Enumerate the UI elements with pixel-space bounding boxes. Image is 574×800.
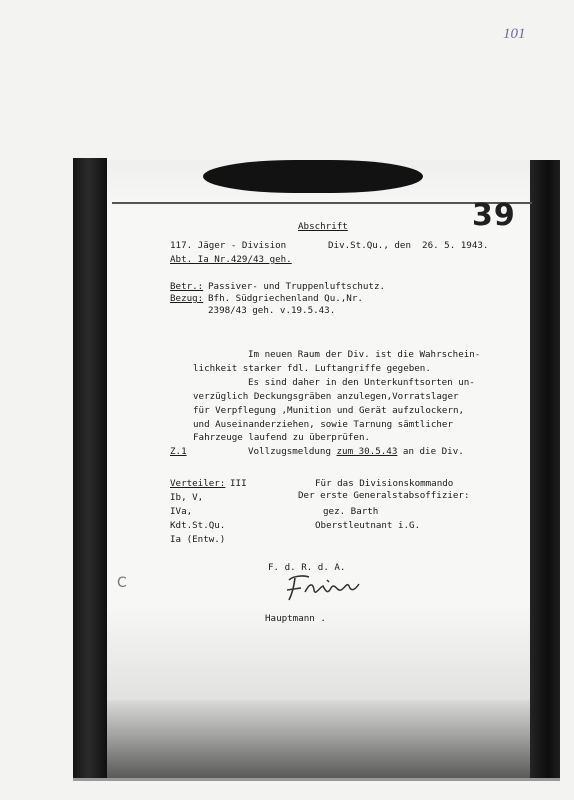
distribution-item: Ia (Entw.) [170, 534, 226, 545]
completion-report-line: Vollzugsmeldung zum 30.5.43 an die Div. [248, 446, 464, 457]
place-and-date: Div.St.Qu., den 26. 5. 1943. [328, 240, 489, 251]
distribution-item: IVa, [170, 506, 193, 517]
unit-name: 117. Jäger - Division [170, 240, 287, 251]
signature-block-line: Für das Divisionskommando [315, 478, 454, 489]
reference-line-1: Bfh. Südgriechenland Qu.,Nr. [208, 293, 363, 304]
rank-label: Hauptmann . [265, 613, 326, 624]
signature-block-line: Oberstleutnant i.G. [315, 520, 421, 531]
top-ink-blot [203, 160, 423, 193]
body-line: für Verpflegung ,Munition und Gerät aufzulockern, [193, 405, 465, 416]
body-line: lichkeit starker fdl. Luftangriffe gegeben. [193, 363, 431, 374]
bottom-scan-shading [107, 700, 530, 778]
reference-label: Bezug: [170, 293, 204, 304]
body-line: Fahrzeuge laufend zu überprüfen. [193, 432, 371, 443]
completion-date: zum 30.5.43 [336, 446, 398, 457]
distribution-label: Verteiler: [170, 478, 226, 489]
signature-block-line: Der erste Generalstabsoffizier: [298, 490, 470, 501]
signature-block-line: gez. Barth [323, 506, 379, 517]
distribution-item: Kdt.St.Qu. [170, 520, 226, 531]
right-scan-shadow [530, 160, 560, 778]
item-number: Z.1 [170, 446, 187, 457]
archive-page-number: 101 [503, 26, 526, 42]
left-scan-shadow [73, 158, 107, 778]
top-edge-line [112, 202, 532, 204]
file-reference: Abt. Ia Nr.429/43 geh. [170, 254, 292, 265]
stamped-page-number: 39 [472, 198, 516, 233]
subject-text: Passiver- und Truppenluftschutz. [208, 281, 386, 292]
handwritten-signature [283, 570, 363, 604]
certification-mark: F. d. R. d. A. [268, 562, 346, 573]
bottom-edge-line [73, 778, 560, 781]
body-line: und Auseinanderziehen, sowie Tarnung sämtlicher [193, 419, 453, 430]
body-line: Im neuen Raum der Div. ist die Wahrschein- [248, 349, 481, 360]
distribution-first: III [230, 478, 247, 489]
subject-label: Betr.: [170, 281, 204, 292]
body-line: Es sind daher in den Unterkunftsorten un- [248, 377, 475, 388]
reference-line-2: 2398/43 geh. v.19.5.43. [208, 305, 336, 316]
document-sheet [107, 160, 530, 778]
body-line: verzüglich Deckungsgräben anzulegen,Vorratslager [193, 391, 459, 402]
punch-hole-mark: C [117, 575, 127, 591]
document-title: Abschrift [298, 221, 348, 232]
distribution-item: Ib, V, [170, 492, 204, 503]
